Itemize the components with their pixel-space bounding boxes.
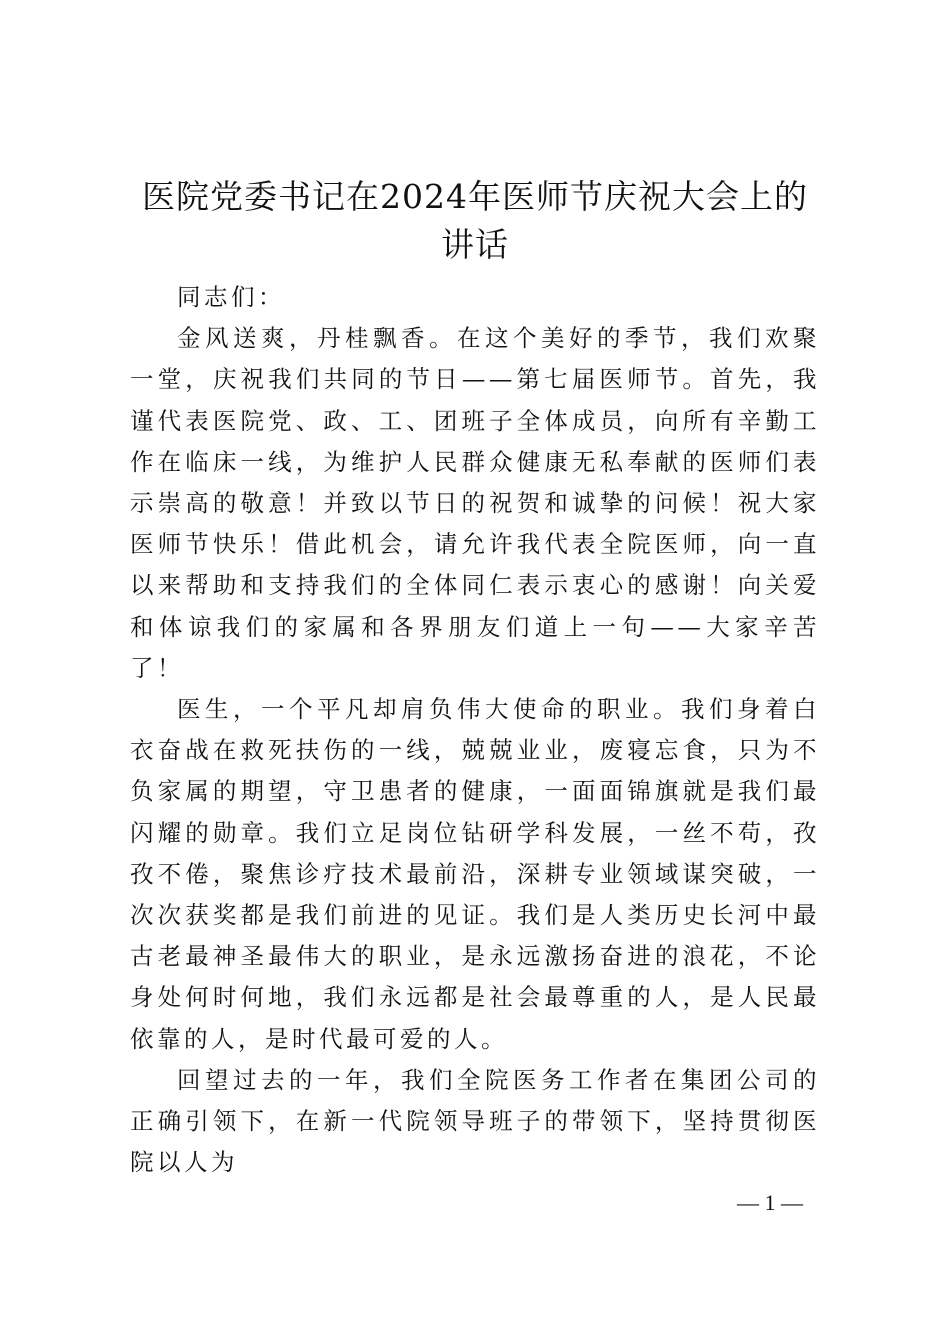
paragraph-1: 金风送爽，丹桂飘香。在这个美好的季节，我们欢聚一堂，庆祝我们共同的节日——第七届医师节。首先，我谨代表医院党、政、工、团班子全体成员，向所有辛勤工作在临床一线，为维护人民群众健康无私奉献的医师们表示崇高的敬意！并致以节日的祝贺和诚挚的问候！祝大家医师节快乐！借此机会，请允许我代表全院医师，向一直以来帮助和支持我们的全体同仁表示衷心的感谢！向关爱和体谅我们的家属和各界朋友们道上一句——大家辛苦了！ xyxy=(130,324,820,682)
salutation: 同志们： xyxy=(177,283,285,311)
paragraph-3: 回望过去的一年，我们全院医务工作者在集团公司的正确引领下，在新一代院领导班子的带领下，坚持贯彻医院以人为 xyxy=(130,1065,820,1177)
title-line-1: 医院党委书记在2024年医师节庆祝大会上的 xyxy=(142,177,808,216)
page-number: — 1 — xyxy=(737,1190,803,1215)
paragraph-2: 医生，一个平凡却肩负伟大使命的职业。我们身着白衣奋战在救死扶伤的一线，兢兢业业，废寝忘食，只为不负家属的期望，守卫患者的健康，一面面锦旗就是我们最闪耀的勋章。我们立足岗位钻研学科发展，一丝不苟，孜孜不倦，聚焦诊疗技术最前沿，深耕专业领域谋突破，一次次获奖都是我们前进的见证。我们是人类历史长河中最古老最神圣最伟大的职业，是永远激扬奋进的浪花，不论身处何时何地，我们永远都是社会最尊重的人，是人民最依靠的人，是时代最可爱的人。 xyxy=(130,695,820,1053)
document-title xyxy=(120,173,830,269)
document-body xyxy=(130,277,820,1183)
title-line-2: 讲话 xyxy=(441,225,509,264)
